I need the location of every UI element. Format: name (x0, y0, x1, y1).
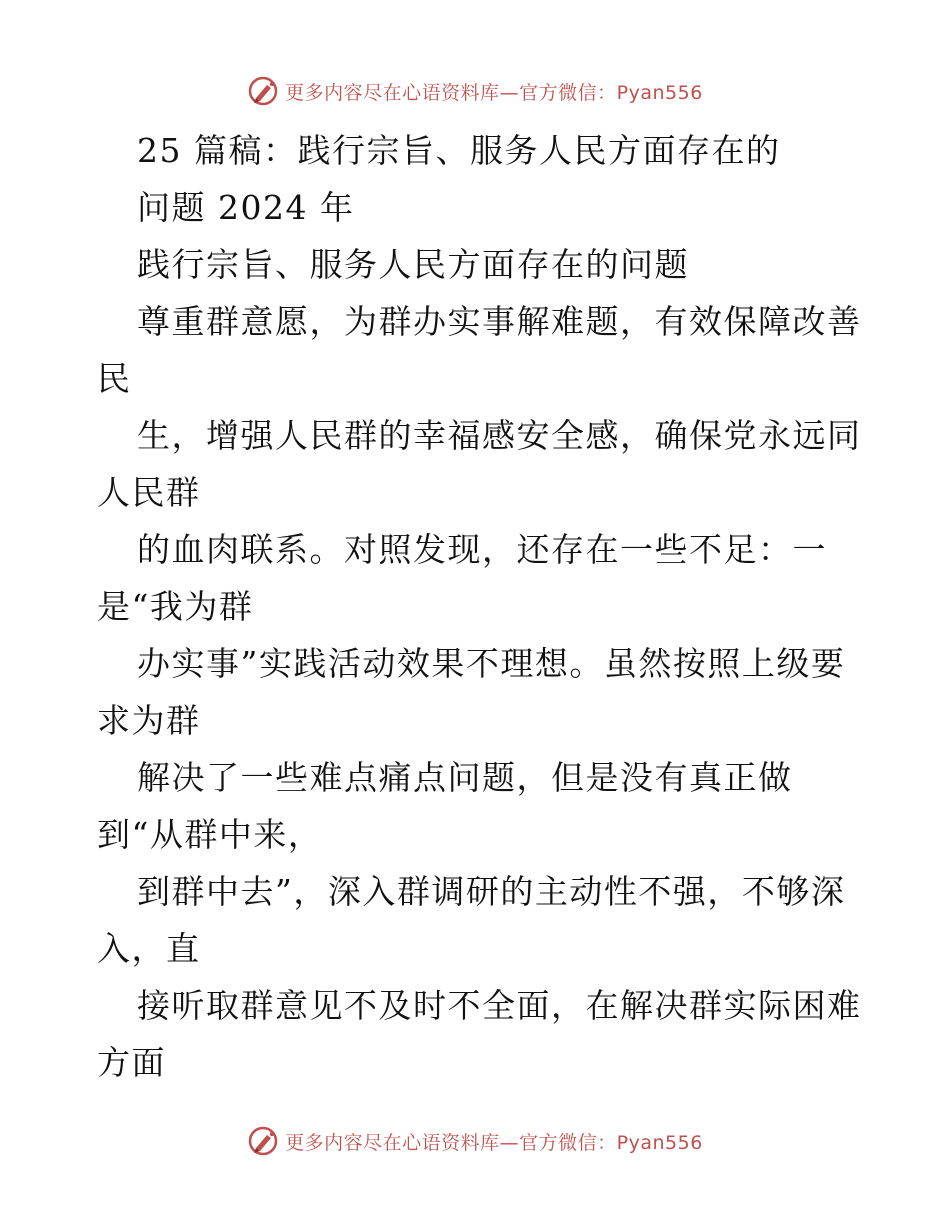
text-line: 是“我为群 (97, 587, 254, 626)
watermark-text: 更多内容尽在心语资料库—官方微信：Pyan556 (285, 81, 703, 104)
footer-watermark-banner (0, 1121, 950, 1161)
text-line: 问题 2024 年 (137, 188, 355, 227)
text-line: 接听取群意见不及时不全面，在解决群实际困难 (137, 986, 862, 1025)
watermark-text: 更多内容尽在心语资料库—官方微信：Pyan556 (285, 1131, 703, 1154)
pen-circle-logo-icon (247, 75, 279, 107)
text-line: 入，直 (97, 929, 201, 968)
text-line: 到“从群中来， (97, 815, 323, 854)
text-line: 生，增强人民群的幸福感安全感，确保党永远同 (137, 416, 862, 455)
text-line: 解决了一些难点痛点问题，但是没有真正做 (137, 758, 793, 797)
text-line: 的血肉联系。对照发现，还存在一些不足：一 (137, 530, 827, 569)
text-line: 办实事”实践活动效果不理想。虽然按照上级要 (137, 644, 846, 683)
text-line: 民 (97, 359, 132, 398)
pen-circle-logo-icon (247, 1125, 279, 1157)
text-line: 践行宗旨、服务人民方面存在的问题 (137, 245, 689, 284)
text-line: 人民群 (97, 473, 201, 512)
text-line: 25 篇稿：践行宗旨、服务人民方面存在的 (137, 131, 781, 170)
text-line: 方面 (97, 1043, 166, 1082)
text-line: 到群中去”，深入群调研的主动性不强，不够深 (137, 872, 846, 911)
text-line: 求为群 (97, 701, 201, 740)
header-watermark-banner (0, 71, 950, 111)
text-line: 尊重群意愿，为群办实事解难题，有效保障改善 (137, 302, 862, 341)
